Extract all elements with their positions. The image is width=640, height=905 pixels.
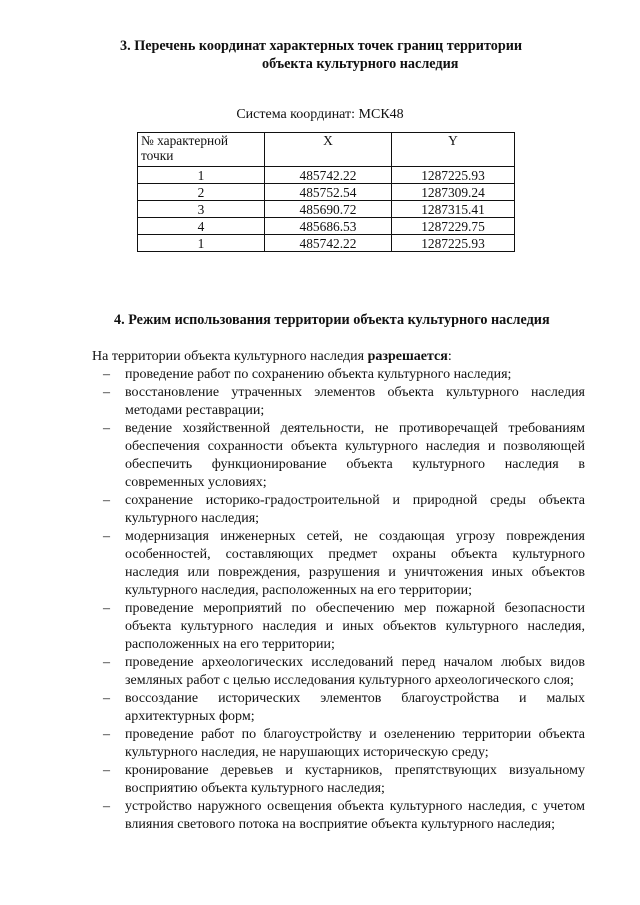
y-cell: 1287315.41 [392,201,515,218]
section-3-heading [120,37,600,73]
table-row [138,184,515,201]
list-item-text: модернизация инженерных сетей, не создающая угрозу повреждения особенностей, составляющих предмет охраны объекта культурного наследия или повреждения, разрушения и уничтожения иных объектов культурного наследия, расположенных на его территории; [125,529,585,598]
dash-bullet: – [103,763,110,778]
x-cell: 485686.53 [265,218,392,235]
list-item [103,654,585,690]
permitted-activities-list [103,366,585,834]
table-row [138,167,515,184]
section-3-heading-line-2: объекта культурного наследия [262,56,459,72]
point-number-cell: 4 [138,218,265,235]
x-cell: 485752.54 [265,184,392,201]
list-item [103,690,585,726]
dash-bullet: – [103,655,110,670]
y-cell: 1287229.75 [392,218,515,235]
list-item-text: проведение работ по благоустройству и озеленению территории объекта культурного наследия, не нарушающих историческую среду; [125,727,585,760]
list-item [103,726,585,762]
list-item-text: проведение работ по сохранению объекта культурного наследия; [125,367,512,382]
list-item-text: сохранение историко-градостроительной и природной среды объекта культурного наследия; [125,493,585,526]
dash-bullet: – [103,727,110,742]
point-number-cell: 1 [138,235,265,252]
list-item-text: кронирование деревьев и кустарников, препятствующих визуальному восприятию объекта культурного наследия; [125,763,585,796]
section-4-heading: 4. Режим использования территории объекта культурного наследия [114,312,550,328]
y-cell: 1287225.93 [392,235,515,252]
x-cell: 485690.72 [265,201,392,218]
dash-bullet: – [103,385,110,400]
list-item [103,366,585,384]
list-item-text: воссоздание исторических элементов благоустройства и малых архитектурных форм; [125,691,585,724]
list-item [103,762,585,798]
coordinate-system-caption: Система координат: МСК48 [236,107,404,122]
point-number-cell: 1 [138,167,265,184]
permitted-intro [92,348,592,366]
list-item [103,492,585,528]
dash-bullet: – [103,691,110,706]
coordinates-table-header-row [138,133,515,167]
table-row [138,235,515,252]
section-3-heading-line-1: 3. Перечень координат характерных точек границ территории [120,38,523,54]
dash-bullet: – [103,421,110,436]
dash-bullet: – [103,601,110,616]
intro-colon: : [447,349,452,364]
y-cell: 1287309.24 [392,184,515,201]
point-number-cell: 2 [138,184,265,201]
x-cell: 485742.22 [265,235,392,252]
list-item-text: проведение археологических исследований перед началом любых видов земляных работ с целью исследования культурного археологического слоя; [125,655,585,688]
list-item [103,528,585,600]
intro-text: На территории объекта культурного наследия [92,349,368,364]
x-cell: 485742.22 [265,167,392,184]
intro-bold-word: разрешается [367,349,448,364]
list-item-text: устройство наружного освещения объекта культурного наследия, с учетом влияния светового потока на восприятие объекта культурного наследия; [125,799,585,832]
list-item [103,420,585,492]
dash-bullet: – [103,799,110,814]
list-item-text: ведение хозяйственной деятельности, не противоречащей требованиям обеспечения сохранности объекта культурного наследия и позволяющей обеспечить функционирование объекта культурного наследия в современных условиях; [125,421,585,490]
list-item [103,798,585,834]
dash-bullet: – [103,367,110,382]
header-point-number: № характерной точки [138,133,265,167]
point-number-cell: 3 [138,201,265,218]
list-item [103,600,585,654]
dash-bullet: – [103,493,110,508]
dash-bullet: – [103,529,110,544]
header-x: X [265,133,392,167]
coordinates-table [137,132,515,252]
list-item-text: восстановление утраченных элементов объекта культурного наследия методами реставрации; [125,385,585,418]
table-row [138,201,515,218]
header-y: Y [392,133,515,167]
y-cell: 1287225.93 [392,167,515,184]
table-row [138,218,515,235]
list-item-text: проведение мероприятий по обеспечению мер пожарной безопасности объекта культурного наследия и иных объектов культурного наследия, расположенных на его территории; [125,601,585,652]
list-item [103,384,585,420]
